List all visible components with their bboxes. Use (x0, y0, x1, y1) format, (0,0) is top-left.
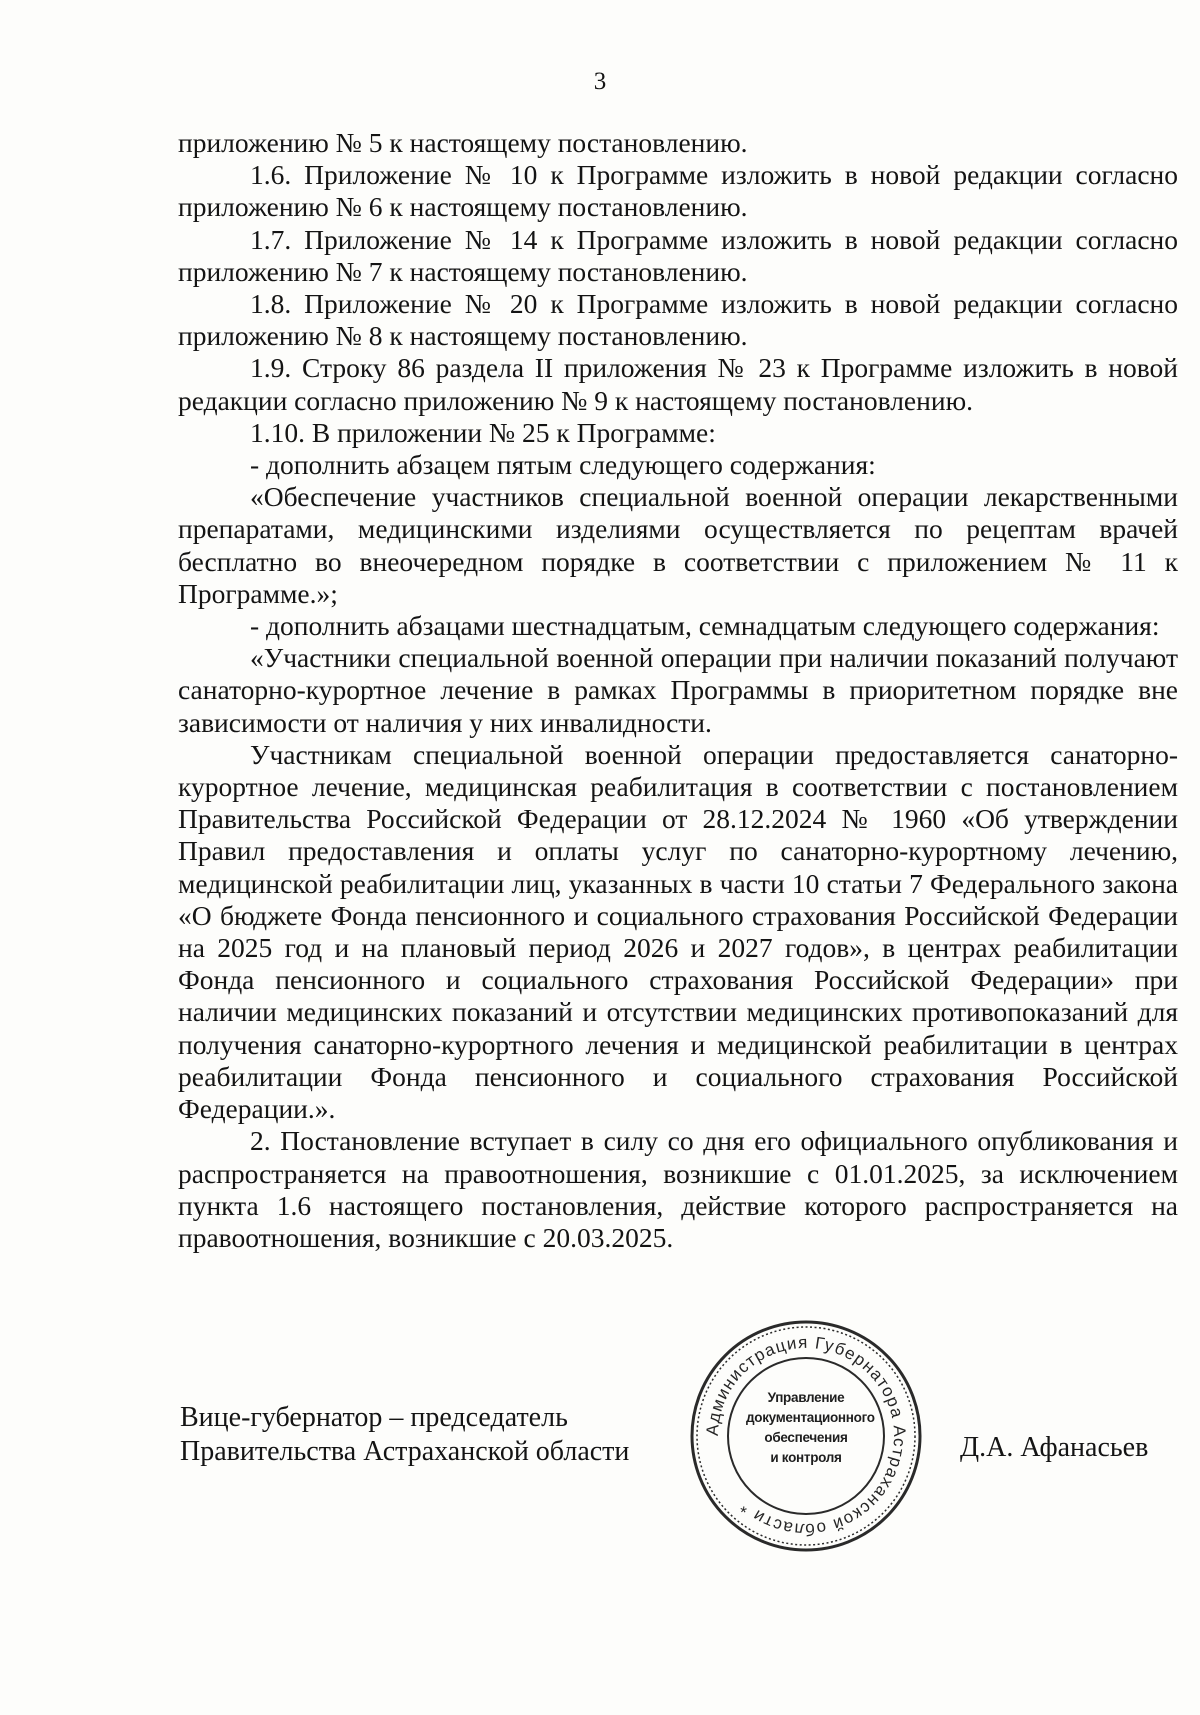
paragraph: 1.8. Приложение № 20 к Программе изложить в новой редакции согласно приложению № 8 к настоящему постановлению. (178, 288, 1178, 352)
signatory-position (180, 1401, 629, 1469)
signatory-position-line: Правительства Астраханской области (180, 1436, 630, 1467)
signatory-position-line: Вице-губернатор – председатель (180, 1402, 568, 1433)
paragraph: 1.10. В приложении № 25 к Программе: (250, 416, 716, 448)
paragraph: 1.7. Приложение № 14 к Программе изложить в новой редакции согласно приложению № 7 к настоящему постановлению. (178, 223, 1178, 287)
paragraph: приложению № 5 к настоящему постановлению. (178, 127, 748, 158)
seal-ring-text: Администрация Губернатора Астраханской области * (702, 1332, 910, 1540)
document-body (178, 127, 1178, 1254)
seal-center-line: Управление (767, 1390, 845, 1405)
paragraph: «Участники специальной военной операции при наличии показаний получают санаторно-курортное лечение в рамках Программы в приоритетном порядке вне зависимости от наличия у них инвалидности. (178, 642, 1178, 738)
seal-center-line: документационного (746, 1410, 875, 1425)
paragraph: 2. Постановление вступает в силу со дня его официального опубликования и распространяется на правоотношения, возникшие с 01.01.2025, за исключением пункта 1.6 настоящего постановления, действие которого распространяется на правоотношения, возникшие с 20.03.2025. (178, 1125, 1178, 1253)
page-number: 3 (593, 68, 607, 95)
paragraph: 1.6. Приложение № 10 к Программе изложить в новой редакции согласно приложению № 6 к настоящему постановлению. (178, 159, 1178, 223)
seal-center-line: и контроля (770, 1450, 842, 1465)
seal-center-text (746, 1388, 875, 1468)
signatory-name: Д.А. Афанасьев (960, 1432, 1149, 1463)
paragraph: «Обеспечение участников специальной военной операции лекарственными препаратами, медицинскими изделиями осуществляется по рецептам врачей бесплатно во внеочередном порядке в соответствии с приложением № 11 к Программе.»; (178, 481, 1178, 609)
paragraph: Участникам специальной военной операции предоставляется санаторно-курортное лечение, медицинская реабилитация в соответствии с постановлением Правительства Российской Федерации от 28.12.2024 № 1960 «Об утверждении Правил предоставления и оплаты услуг по санаторно-курортному лечению, медицинской реабилитации лиц, указанных в части 10 статьи 7 Федерального закона «О бюджете Фонда пенсионного и социального страхования Российской Федерации на 2025 год и на плановый период 2026 и 2027 годов», в центрах реабилитации Фонда пенсионного и социального страхования Российской Федерации» при наличии медицинских показаний и отсутствии медицинских противопоказаний для получения санаторно-курортного лечения и медицинской реабилитации в центрах реабилитации Фонда пенсионного и социального страхования Российской Федерации.». (178, 738, 1178, 1125)
seal-center-line: обеспечения (764, 1430, 848, 1445)
paragraph: 1.9. Строку 86 раздела II приложения № 23 к Программе изложить в новой редакции согласно приложению № 9 к настоящему постановлению. (178, 352, 1178, 416)
official-seal-stamp (688, 1318, 924, 1554)
paragraph: - дополнить абзацами шестнадцатым, семнадцатым следующего содержания: (250, 610, 1160, 642)
paragraph: - дополнить абзацем пятым следующего содержания: (250, 449, 876, 481)
